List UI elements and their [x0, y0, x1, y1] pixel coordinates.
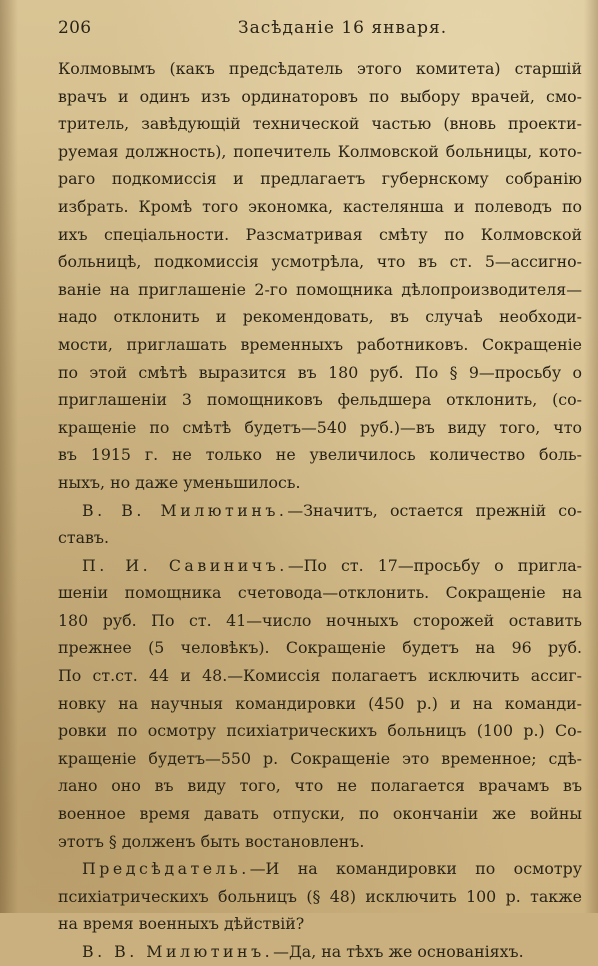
text-line: въ 1915 г. не только не увеличилось количество боль- [58, 445, 582, 465]
speaker-name: Предсѣдатель. [82, 859, 250, 879]
text-line: надо отклонить и рекомендовать, въ случаѣ необходи- [58, 307, 582, 327]
text-line: кращеніе будетъ—550 р. Сокращеніе это временное; сдѣ- [58, 748, 582, 768]
page-shadow-left [0, 0, 18, 913]
page-number: 206 [58, 18, 92, 38]
text-line: ныхъ, но даже уменьшилось. [58, 472, 301, 492]
dialogue-text: —Значитъ, остается прежній со- [287, 500, 582, 520]
body-text [58, 55, 582, 966]
text-line: 180 руб. По ст. 41—число ночныхъ сторожей оставить [58, 610, 582, 630]
text-line: психіатрическихъ больницъ (§ 48) исключить 100 р. также [58, 886, 582, 906]
text-line: ставъ. [58, 528, 109, 548]
text-line: мости, приглашать временныхъ работниковъ. Сокращеніе [58, 334, 582, 354]
text-line: на время военныхъ дѣйствій? [58, 914, 305, 934]
dialogue-text: —И на командировки по осмотру [249, 859, 582, 879]
text-line: тритель, завѣдующій технической частью (вновь проекти- [58, 114, 582, 134]
text-line: лано оно въ виду того, что не полагается врачамъ въ [58, 776, 582, 796]
text-line: новку на научныя командировки (450 р.) и на команди- [58, 693, 582, 713]
text-line: кращеніе по смѣтѣ будетъ—540 руб.)—въ виду того, что [58, 417, 582, 437]
text-line: по этой смѣтѣ выразится въ 180 руб. По § 9—просьбу о [58, 362, 582, 382]
text-line: больницѣ, подкомиссія усмотрѣла, что въ ст. 5—ассигно- [58, 252, 582, 272]
text-line: избрать. Кромѣ того экономка, кастелянша и полеводъ по [58, 196, 582, 216]
text-line: Колмовымъ (какъ предсѣдатель этого комитета) старшій [58, 59, 582, 78]
text-line: военное время давать отпуски, по окончаніи же войны [58, 804, 582, 824]
text-line: ровки по осмотру психіатрическихъ больницъ (100 р.) Со- [58, 721, 582, 741]
text-line: приглашеніи 3 помощниковъ фельдшера отклонить, (со- [58, 390, 582, 410]
speaker-name: П. И. Савиничъ. [82, 555, 288, 575]
dialogue-line [58, 552, 582, 580]
speaker-name: В. В. Милютинъ. [82, 500, 288, 520]
text-line: этотъ § долженъ быть востановленъ. [58, 831, 365, 851]
running-title: Засѣданіе 16 января. [238, 18, 448, 38]
text-line: раго подкомиссія и предлагаетъ губернскому собранію [58, 169, 582, 189]
dialogue-line [58, 855, 582, 883]
dialogue-text: —Да, на тѣхъ же основаніяхъ. [273, 942, 524, 961]
text-line: шеніи помощника счетовода—отклонить. Сокращеніе на [58, 583, 582, 603]
dialogue-line [58, 938, 582, 966]
text-line: прежнее (5 человѣкъ). Сокращеніе будетъ на 96 руб. [58, 638, 582, 658]
text-line: врачъ и одинъ изъ ординаторовъ по выбору врачей, смо- [58, 86, 582, 106]
text-line: По ст.ст. 44 и 48.—Комиссія полагаетъ исключить ассиг- [58, 666, 582, 686]
speaker-name: В. В. Милютинъ. [82, 942, 274, 961]
text-line: ваніе на приглашеніе 2-го помощника дѣлопроизводителя— [58, 279, 582, 299]
dialogue-line [58, 497, 582, 525]
text-line: ихъ спеціальности. Разсматривая смѣту по Колмовской [58, 224, 582, 244]
dialogue-text: —По ст. 17—просьбу о пригла- [287, 555, 582, 575]
text-line: руемая должность), попечитель Колмовской больницы, кото- [58, 141, 582, 161]
page-header [58, 18, 578, 44]
page-shadow-right [584, 0, 598, 913]
